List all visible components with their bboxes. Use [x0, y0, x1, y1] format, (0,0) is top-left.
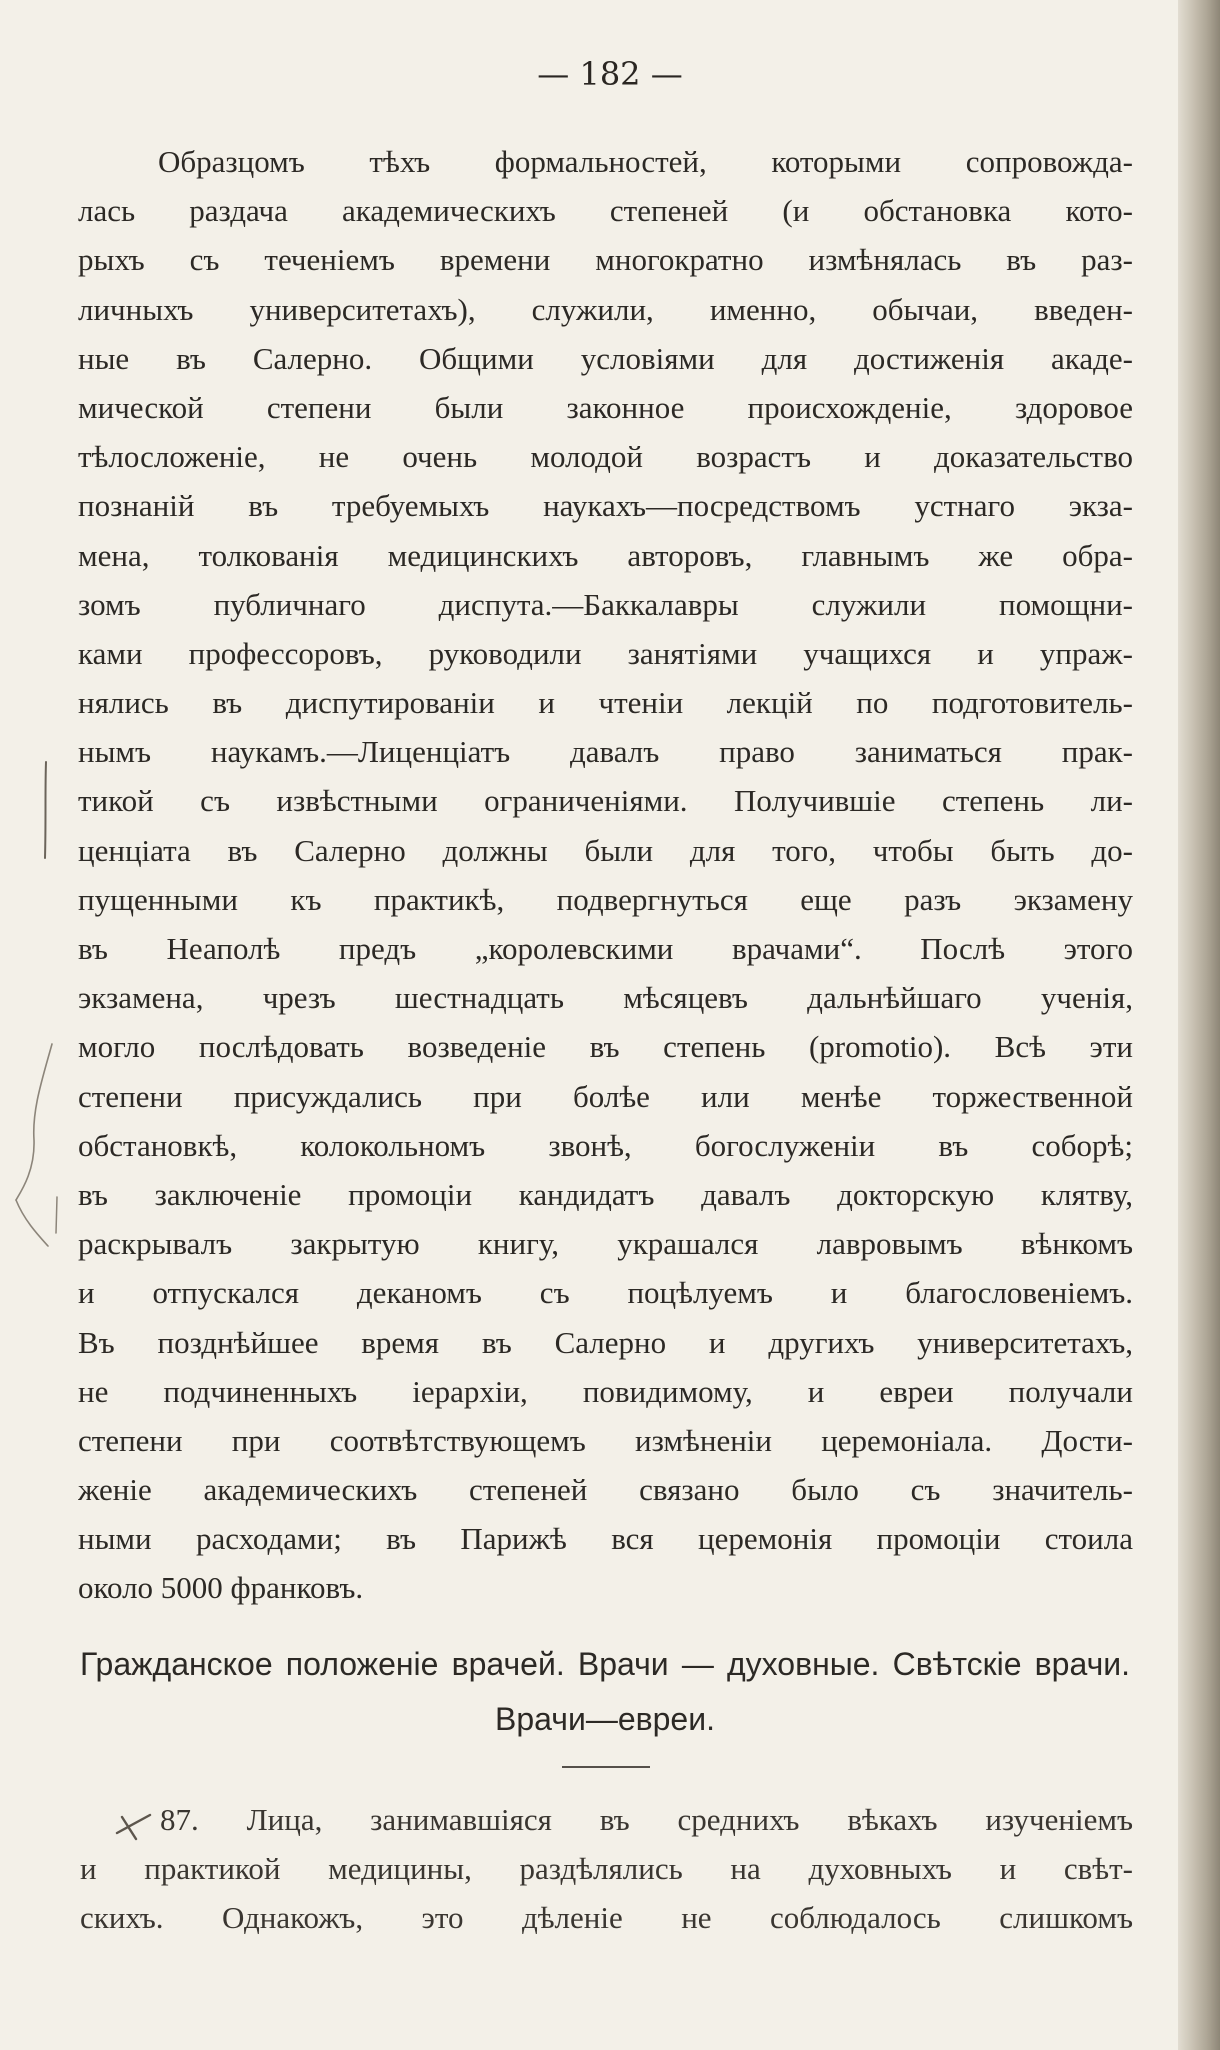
text-line: раскрывалъ закрытую книгу, украшался лавровымъ вѣнкомъ: [78, 1226, 1133, 1262]
section-heading-line-1: Гражданское положеніе врачей. Врачи — духовные. Свѣтскіе врачи.: [80, 1646, 1130, 1682]
text-line: познаній въ требуемыхъ наукахъ—посредствомъ устнаго экза-: [78, 488, 1133, 524]
margin-pencil-tick-icon: [50, 1195, 64, 1235]
text-line: Въ позднѣйшее время въ Салерно и другихъ университетахъ,: [78, 1324, 1133, 1360]
text-line: рыхъ съ теченіемъ времени многократно измѣнялась въ раз-: [78, 242, 1133, 278]
text-line: не подчиненныхъ іерархіи, повидимому, и евреи получали: [78, 1373, 1133, 1409]
text-line: тѣлосложеніе, не очень молодой возрастъ и доказательство: [78, 439, 1133, 475]
text-line: Образцомъ тѣхъ формальностей, которыми сопровожда-: [158, 144, 1133, 179]
text-line: обстановкѣ, колокольномъ звонѣ, богослуженіи въ соборѣ;: [78, 1127, 1133, 1163]
text-line: ценціата въ Салерно должны были для того, чтобы быть до-: [78, 832, 1133, 868]
text-line: около 5000 франковъ.: [78, 1570, 364, 1606]
text-line: и практикой медицины, раздѣлялись на духовныхъ и свѣт-: [80, 1851, 1133, 1887]
text-line: нялись въ диспутированіи и чтеніи лекцій по подготовитель-: [78, 685, 1133, 721]
text-line: экзамена, чрезъ шестнадцать мѣсяцевъ дальнѣйшаго ученія,: [78, 980, 1133, 1016]
book-spine-shadow: [1178, 0, 1220, 2050]
text-line: 87. Лица, занимавшіяся въ среднихъ вѣкахъ изученіемъ: [160, 1802, 1133, 1837]
text-line: и отпускался деканомъ съ поцѣлуемъ и благословеніемъ.: [78, 1275, 1133, 1311]
text-line: нымъ наукамъ.—Лиценціатъ давалъ право заниматься прак-: [78, 734, 1133, 770]
text-line: пущенными къ практикѣ, подвергнуться еще разъ экзамену: [78, 881, 1133, 917]
section-heading-line-2: Врачи—евреи.: [495, 1701, 715, 1737]
text-line: въ заключеніе промоціи кандидатъ давалъ докторскую клятву,: [78, 1176, 1133, 1212]
text-line: степени при соотвѣтствующемъ измѣненіи церемоніала. Дости-: [78, 1422, 1133, 1458]
text-line: ные въ Салерно. Общими условіями для достиженія акаде-: [78, 340, 1133, 376]
text-line: могло послѣдовать возведеніе въ степень (promotio). Всѣ эти: [78, 1029, 1133, 1065]
margin-pencil-line-icon: [40, 760, 52, 860]
section-divider: [562, 1766, 650, 1768]
text-line: степени присуждались при болѣе или менѣе торжественной: [78, 1078, 1133, 1114]
pencil-mark-icon: [114, 1803, 154, 1843]
paragraph-academic-degrees: [78, 137, 1133, 1613]
text-line: ными расходами; въ Парижѣ вся церемонія промоціи стоила: [78, 1521, 1133, 1557]
text-line: личныхъ университетахъ), служили, именно, обычаи, введен-: [78, 291, 1133, 327]
text-line: тикой съ извѣстными ограниченіями. Получившіе степень ли-: [78, 783, 1133, 819]
text-line: зомъ публичнаго диспута.—Баккалавры служили помощни-: [78, 586, 1133, 622]
text-line: женіе академическихъ степеней связано было съ значитель-: [78, 1472, 1133, 1508]
text-line: лась раздача академическихъ степеней (и обстановка кото-: [78, 193, 1133, 229]
text-line: въ Неаполѣ предъ „королевскими врачами“. Послѣ этого: [78, 931, 1133, 966]
text-line: мической степени были законное происхожденіе, здоровое: [78, 389, 1133, 425]
section-heading: [80, 1637, 1130, 1747]
text-line: ками профессоровъ, руководили занятіями учащихся и упраж-: [78, 635, 1133, 671]
text-line: скихъ. Однакожъ, это дѣленіе не соблюдалось слишкомъ: [80, 1900, 1133, 1936]
page-number: — 182 —: [537, 55, 683, 93]
text-line: мена, толкованія медицинскихъ авторовъ, главнымъ же обра-: [78, 537, 1133, 573]
paragraph-87: [80, 1796, 1133, 1944]
